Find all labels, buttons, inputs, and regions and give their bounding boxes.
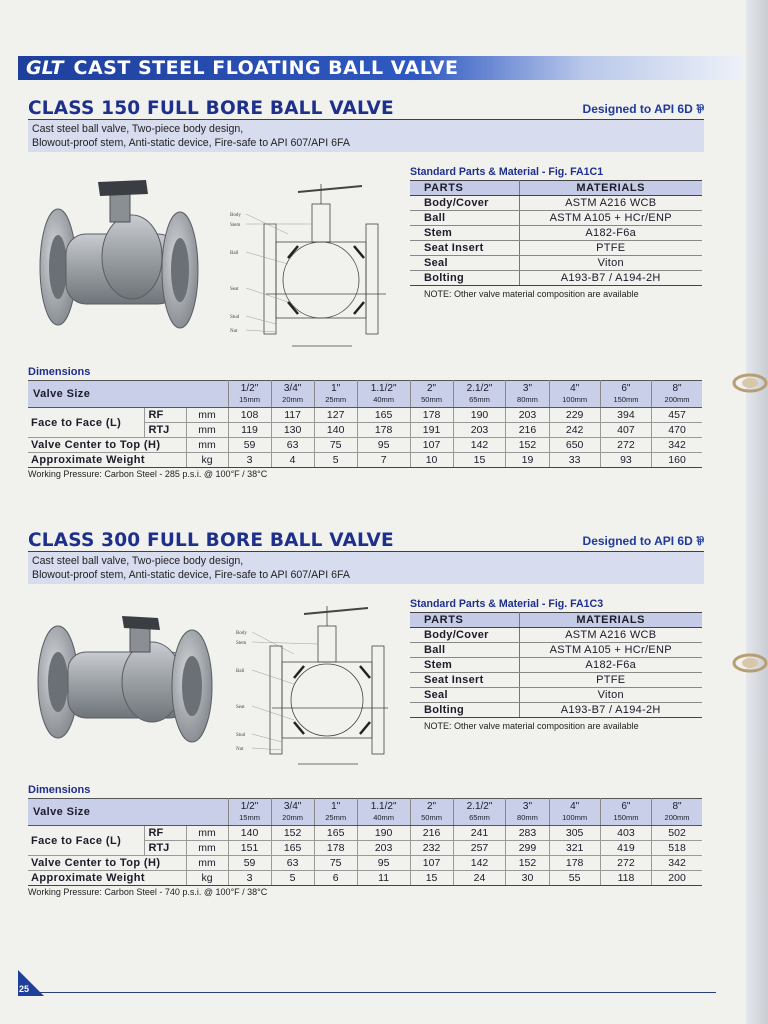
table-row: Ball ASTM A105 + HCr/ENP [410, 211, 702, 226]
dimensions-block [28, 366, 702, 479]
label-stud: Stud [230, 315, 240, 320]
table-row: Face to Face (L) RF mm 140 152 165 190 216 241 283 305 403 502 [28, 826, 702, 841]
valve-photo [34, 612, 214, 748]
table-row: Seat Insert PTFE [410, 673, 702, 688]
label-seat: Seat [230, 287, 239, 292]
material-note: NOTE: Other valve material composition are available [424, 289, 639, 299]
parts-caption: Standard Parts & Material - Fig. FA1C3 [410, 598, 604, 610]
section-class300 [28, 528, 704, 584]
banner-title: CAST STEEL FLOATING BALL VALVE [73, 57, 459, 79]
dimensions-title: Dimensions [28, 784, 91, 796]
table-row: Valve Center to Top (H) mm 59 63 75 95 107 142 152 178 272 342 [28, 856, 702, 871]
api-designation: Designed to API 6D ⅌ [582, 534, 704, 548]
label-ball: Ball [230, 251, 239, 256]
table-row: Seal Viton [410, 688, 702, 703]
cross-section-drawing [226, 174, 398, 352]
dimensions-table: Valve Size 1/2" 15mm 3/4" 20mm 1" 25mm 1.1/2" 40mm 2" 50mm 2.1/2" 65mm 3" 80mm 4" 100mm 6" 150mm 8" 200mm Face to Face (L) RF mm 140 152 165 190 216 241 283 305 403 502 RTJ mm 151 165 178 203 232 257 299 321 419 518 Valve Center to Top (H) mm 59 63 75 95 107 142 152 178 272 342 Approximate Weight kg 3 5 6 11 15 24 30 55 118 200 [28, 798, 702, 886]
materials-header: MATERIALS [519, 181, 702, 196]
section-description: Cast steel ball valve, Two-piece body design, Blowout-proof stem, Anti-static device, Fire-safe to API 607/API 6FA [28, 120, 704, 152]
material-note: NOTE: Other valve material composition are available [424, 721, 639, 731]
table-row: RTJ mm 151 165 178 203 232 257 299 321 419 518 [28, 841, 702, 856]
label-stud: Stud [236, 733, 246, 738]
label-stem: Stem [236, 641, 247, 646]
label-body: Body [236, 631, 247, 636]
label-nut: Nut [236, 747, 244, 752]
binder-clip-icon [724, 372, 768, 394]
dimensions-title: Dimensions [28, 366, 91, 378]
page-banner [18, 56, 744, 80]
label-seat: Seat [236, 705, 245, 710]
dimensions-block [28, 784, 702, 897]
dimensions-table: Valve Size 1/2" 15mm 3/4" 20mm 1" 25mm 1.1/2" 40mm 2" 50mm 2.1/2" 65mm 3" 80mm 4" 100mm 6" 150mm 8" 200mm Face to Face (L) RF mm 108 117 127 165 178 190 203 229 394 457 RTJ mm 119 130 140 178 191 203 216 242 407 470 Valve Center to Top (H) mm 59 63 75 95 107 142 152 650 272 342 Approximate Weight kg 3 4 5 7 10 15 19 33 93 160 [28, 380, 702, 468]
section-title: CLASS 150 FULL BORE BALL VALVE [28, 98, 394, 119]
valve-photo [36, 172, 202, 332]
parts-caption: Standard Parts & Material - Fig. FA1C1 [410, 166, 604, 178]
page-number: 25 [19, 984, 30, 994]
table-row: Approximate Weight kg 3 5 6 11 15 24 30 55 118 200 [28, 871, 702, 886]
table-row: Body/Cover ASTM A216 WCB [410, 628, 702, 643]
working-pressure-note: Working Pressure: Carbon Steel - 740 p.s.i. @ 100°F / 38°C [28, 887, 268, 897]
label-nut: Nut [230, 329, 238, 334]
label-ball: Ball [236, 669, 245, 674]
cross-section-drawing [232, 598, 400, 770]
table-row: Stem A182-F6a [410, 226, 702, 241]
api-monogram-icon: ⅌ [696, 534, 704, 548]
glt-logo: GLT [26, 57, 64, 79]
section-class150 [28, 96, 704, 152]
table-row: Bolting A193-B7 / A194-2H [410, 271, 702, 286]
section-title: CLASS 300 FULL BORE BALL VALVE [28, 530, 394, 551]
table-row: Stem A182-F6a [410, 658, 702, 673]
section-header [28, 96, 704, 120]
api-monogram-icon: ⅌ [696, 102, 704, 116]
parts-material-table [410, 598, 702, 731]
table-row: Ball ASTM A105 + HCr/ENP [410, 643, 702, 658]
table-row: Bolting A193-B7 / A194-2H [410, 703, 702, 718]
materials-header: MATERIALS [519, 613, 702, 628]
page-edge [746, 0, 768, 1024]
table-row: Face to Face (L) RF mm 108 117 127 165 178 190 203 229 394 457 [28, 408, 702, 423]
parts-header: PARTS [410, 181, 519, 196]
table-row: Valve Center to Top (H) mm 59 63 75 95 107 142 152 650 272 342 [28, 438, 702, 453]
binder-clip-icon [724, 652, 768, 674]
table-row: RTJ mm 119 130 140 178 191 203 216 242 407 470 [28, 423, 702, 438]
label-body: Body [230, 213, 241, 218]
label-stem: Stem [230, 223, 241, 228]
footer-rule [40, 992, 716, 993]
section-description: Cast steel ball valve, Two-piece body design, Blowout-proof stem, Anti-static device, Fire-safe to API 607/API 6FA [28, 552, 704, 584]
working-pressure-note: Working Pressure: Carbon Steel - 285 p.s.i. @ 100°F / 38°C [28, 469, 268, 479]
table-row: Body/Cover ASTM A216 WCB [410, 196, 702, 211]
table-row: Seat Insert PTFE [410, 241, 702, 256]
table-row: Seal Viton [410, 256, 702, 271]
parts-material-table [410, 166, 702, 299]
table-row: Approximate Weight kg 3 4 5 7 10 15 19 33 93 160 [28, 453, 702, 468]
api-designation: Designed to API 6D ⅌ [582, 102, 704, 116]
parts-header: PARTS [410, 613, 519, 628]
section-header [28, 528, 704, 552]
